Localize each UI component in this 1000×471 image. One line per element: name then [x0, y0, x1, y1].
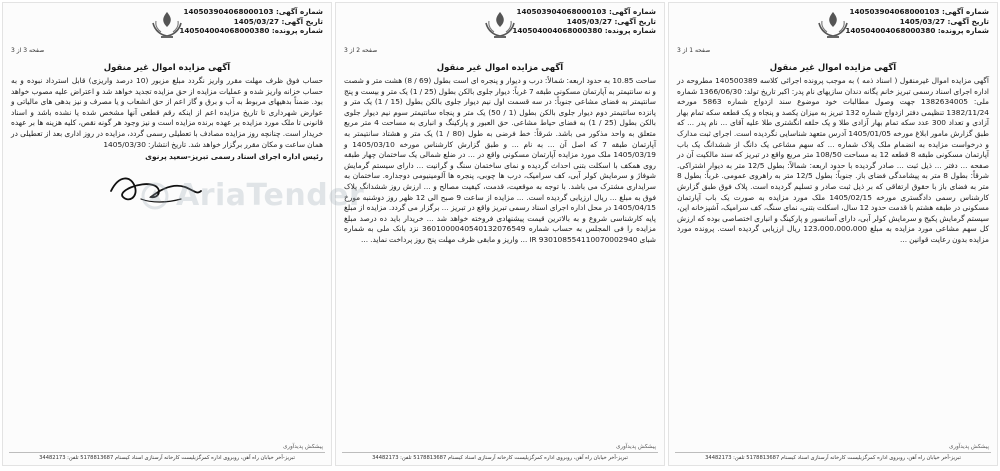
file-number: شماره پرونده: 140504004068000380	[179, 26, 323, 36]
ad-meta	[512, 7, 656, 36]
file-number: شماره پرونده: 140504004068000380	[845, 26, 989, 36]
page-header	[3, 3, 331, 61]
ad-number: شماره آگهی: 140503904068000103	[849, 7, 989, 16]
footer-label: پیشکش پدیدآوری	[949, 444, 989, 450]
emblem-icon	[480, 9, 520, 41]
page-number: صفحه 1 از 3	[677, 47, 711, 54]
ad-date: تاریخ آگهی: 1405/03/27	[233, 16, 323, 26]
emblem-icon	[813, 9, 853, 41]
signature-line: رئیس اداره اجرای اسناد رسمی تبریز-سعید پرنوی	[145, 152, 323, 162]
ad-meta	[845, 7, 989, 36]
watermark	[140, 178, 364, 213]
ad-title: آگهی مزایده اموال غیر منقول	[103, 63, 231, 73]
watermark-text: AriaTender	[176, 178, 365, 213]
page-header	[336, 3, 664, 61]
page-number: صفحه 2 از 3	[344, 47, 378, 54]
ad-body: ساحت 10.85 به حدود اربعه: شمالاً: درب و دیوار و پنجره ای است بطول (69 / 8) هشت متر و شصت و نه سانتیمتر به آپارتمان مسکونی طبقه 7 غرباً: دیوار جلوی بالکن بطول (25 / 1) یک متر و بیست و پنج سانتیمتر به فضای مشاعی جنوباً: در سه قسمت اول نیم دیوار جلوی بالکن بطول (15 / 1) یک متر و پانزده سانتیمتر دوم دیوار جلوی بالکن بطول (1 / 50) یک متر و پنجاه سانتیمتر سوم نیم دیوار جلوی بالکن بطول (25 / 1) به فضای حیاط مشاعی. حق العبور و پارکینگ و انباری به مساحت 4 متر مربع متعلق به واحد مذکور می باشد. شرقاً: خط فرضی به طول (80 / 1) یک متر و هشتاد سانتیمتر به آپارتمان طبقه 7 که اصل آن ... به نام ... و طبق گزارش کارشناس مورخه 1405/03/10 و 1405/03/19 ملک مورد مزایده آپارتمان مسکونی واقع در ... در ضلع شمالی یک ساختمان چهار طبقه روی همکف با اسکلت بتنی احداث گردیده و نمای ساختمان سنگ و گرانیت ... دارای سیستم گرمایش شوفاژ و سرمایش کولر آبی، کف سرامیک، درب ها چوبی، پنجره ها آلومینیومی دوجداره. ساختمان به سرایداری مشترک می باشد. با توجه به موقعیت، قدمت، کیفیت مصالح و ... ارزش روز ششدانگ پلاک فوق به مبلغ ... ریال ارزیابی گردیده است. ... مزایده از ساعت 9 صبح الی 12 ظهر روز دوشنبه مورخ 1405/04/15 در محل اداره اجرای اسناد رسمی تبریز واقع در تبریز ... برگزار می گردد. مزایده از مبلغ پایه کارشناسی شروع و به بالاترین قیمت پیشنهادی فروخته خواهد شد ... خریدار باید ده درصد مبلغ مزایده را فی المجلس به حساب شماره 3601000040540132076549 نزد بانک ملی به شماره شبای IR 930108554110070002940 ... واریز و مابقی ظرف مهلت پنج روز پرداخت نماید. ...	[344, 76, 657, 244]
page-header	[669, 3, 997, 61]
ad-date: تاریخ آگهی: 1405/03/27	[899, 16, 989, 26]
page-1	[668, 2, 998, 466]
page-footer	[342, 444, 658, 461]
page-2	[335, 2, 665, 466]
file-number: شماره پرونده: 140504004068000380	[512, 26, 656, 36]
ad-title: آگهی مزایده اموال غیر منقول	[769, 63, 897, 73]
page-number: صفحه 3 از 3	[11, 47, 45, 54]
ad-body: آگهی مزایده اموال غیرمنقول ( اسناد ذمه ) به موجب پرونده اجرائی کلاسه 140500389 مطروحه در اداره اجرای اسناد رسمی تبریز خانم یگانه دندان سازیهای نام پدر: اکبر تاریخ تولد: 1366/06/30 شماره ملی: 1382634005 جهت وصول مطالبات خود موضوع سند ازدواج شماره 5863 مورخه 1382/11/24 تنظیمی دفتر ازدواج شماره 132 تبریز به میزان یکصد و پنجاه و یک قطعه سکه تمام بهار آزادی و تعداد 300 عدد سکه تمام بهار آزادی طلا و یک حلقه انگشتری طلا علیه آقای ... نام پدر ... که طبق گزارش مامور ابلاغ مورخه 1405/01/05 آدرس متعهد شناسایی نگردیده است. اجرای ثبت مدارک و درخواست مزایده به انضمام ملک پلاک شماره ... که سهم مشاعی یک دانگ از ششدانگ یک باب آپارتمان مسکونی طبقه 8 قطعه 12 به مساحت 108/50 متر مربع واقع در تبریز که سند مالکیت آن در صفحه ... دفتر ... ذیل ثبت ... صادر گردیده با حدود اربعه: شمالاً: بطول 12/5 متر به دیوار اشتراکی. شرقاً: بطول 8 متر به پیشامدگی فضای باز. جنوباً: بطول 12/5 متر به راهروی عمومی. غرباً: بطول 8 متر به فضای باز با حقوق ارتفاقی که بر ذیل ثبت صادر و تسلیم گردیده است. پلاک فوق طبق گزارش کارشناس رسمی دادگستری مورخه 1405/02/15 ملک مورد مزایده به صورت یک باب آپارتمان مسکونی در طبقه هشتم با قدمت حدود 12 سال، اسکلت بتنی، نمای سنگ، کف سرامیک، آشپزخانه اپن، سیستم گرمایش پکیج و سرمایش کولر آبی، دارای آسانسور و پارکینگ و انباری اختصاصی بوده که ارزش کل سهم مشاعی مورد مزایده به مبلغ 123،000،000،000 ریال ارزیابی گردیده است. پرونده مورد مزایده بدون رعایت قوانین ...	[677, 76, 990, 244]
footer-label: پیشکش پدیدآوری	[283, 444, 323, 450]
footer-label: پیشکش پدیدآوری	[616, 444, 656, 450]
ad-date: تاریخ آگهی: 1405/03/27	[566, 16, 656, 26]
page-3	[2, 2, 332, 466]
footer-address: تبریز-آخر خیابان راه آهن، روبروی اداره کمرگزیلیست کارخانه آرسنازی اسناد کیسنام 5178813687 تلفن: 34482173	[39, 455, 295, 461]
emblem-icon	[147, 9, 187, 41]
ad-body: حساب فوق ظرف مهلت مقرر واریز نگردد مبلغ مزبور (10 درصد واریزی) قابل استرداد نبوده و به حساب خزانه واریز شده و عملیات مزایده از حق مزایده تجدید خواهد شد و اعتراض علیه مصوب خواهد بود. ضمناً بدهیهای مربوط به آب و برق و گاز اعم از حق انشعاب و یا مصرف و نیز بدهی های مالیاتی و عوارض شهرداری تا تاریخ مزایده اعم از اینکه رقم قطعی آنها مشخص شده یا نشده باشد و اسناد قانونی تا ملک مورد مزایده بر عهده برنده مزایده است و نیز وجود هر گونه نقص، کلیه هزینه ها بر عهده خریدار است. چنانچه روز مزایده مصادف با تعطیلی رسمی گردد، مزایده در روز اداری بعد از تعطیلی در همان ساعت و مکان مقرر برگزار خواهد شد. تاریخ انتشار: 1405/03/30	[11, 76, 323, 149]
footer-address: تبریز-آخر خیابان راه آهن، روبروی اداره کمرگزیلیست کارخانه آرسنازی اسناد کیسنام 5178813687 تلفن: 34482173	[705, 455, 961, 461]
page-footer	[675, 444, 991, 461]
ad-meta	[179, 7, 323, 36]
ad-number: شماره آگهی: 140503904068000103	[516, 7, 656, 16]
watermark-logo-icon	[140, 181, 170, 211]
ad-number: شماره آگهی: 140503904068000103	[183, 7, 323, 16]
page-footer	[9, 444, 325, 461]
ad-title: آگهی مزایده اموال غیر منقول	[436, 63, 564, 73]
footer-address: تبریز-آخر خیابان راه آهن، روبروی اداره کمرگزیلیست کارخانه آرسنازی اسناد کیسنام 5178813687 تلفن: 34482173	[372, 455, 628, 461]
